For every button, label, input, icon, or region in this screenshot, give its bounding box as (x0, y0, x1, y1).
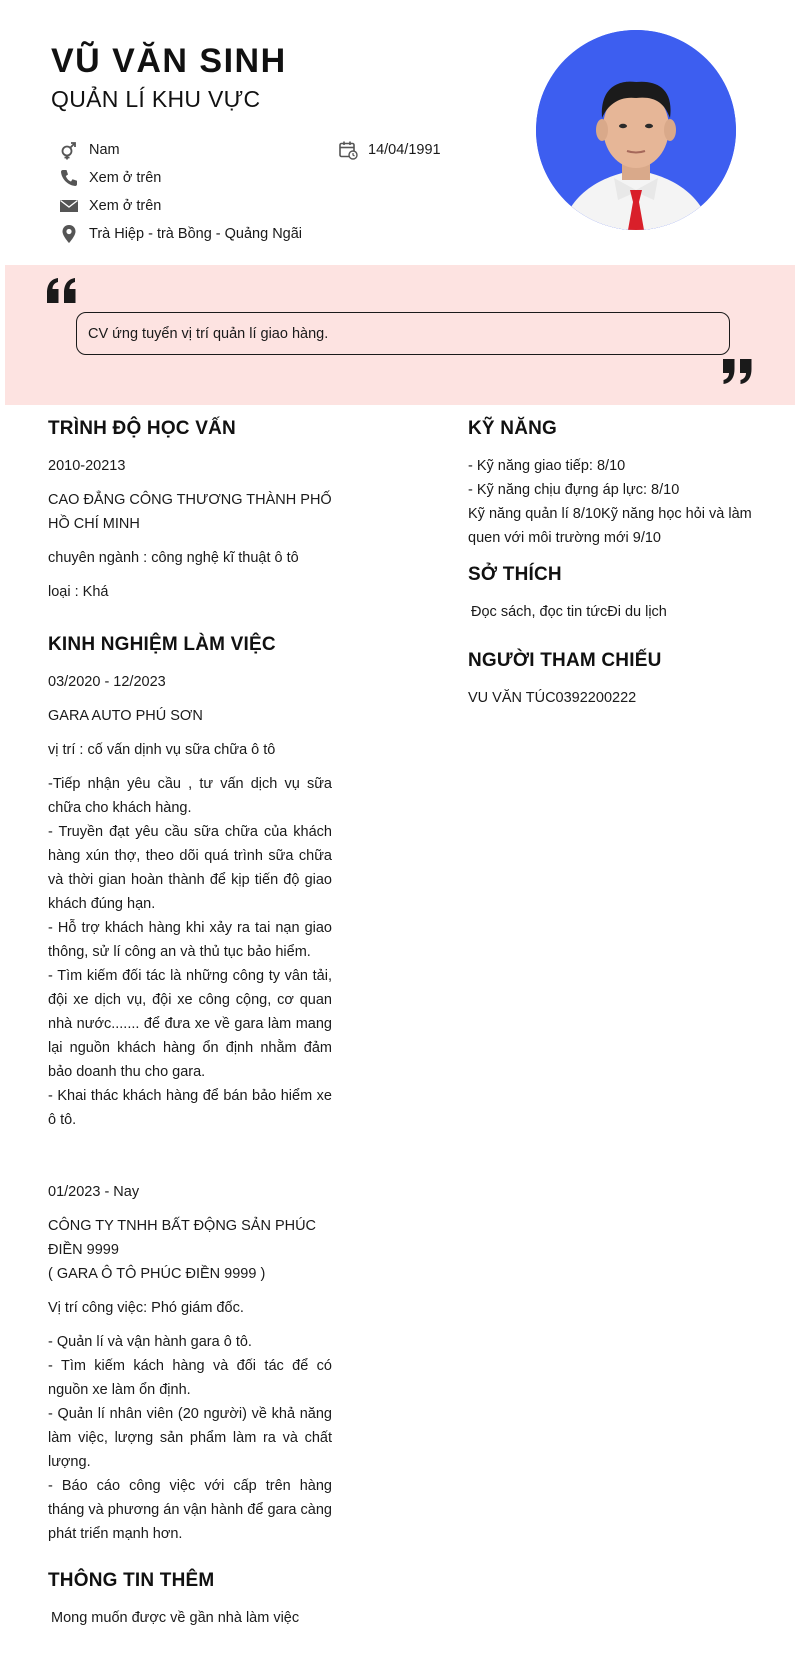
job-duty: - Quản lí và vận hành gara ô tô. (48, 1334, 252, 1350)
job-position: vị trí : cố vấn dịnh vụ sữa chữa ô tô (48, 742, 276, 758)
skill-item: - Kỹ năng chịu đựng áp lực: 8/10 (468, 482, 680, 498)
birthday-text: 14/04/1991 (368, 142, 441, 158)
calendar-icon (337, 139, 359, 161)
objective-box (76, 312, 730, 355)
objective-section (5, 265, 795, 405)
email-text: Xem ở trên (89, 198, 162, 214)
job-duty: - Báo cáo công việc với cấp trên hàng tháng và phương án vận hành để gara càng phát triển mạnh hơn. (48, 1478, 332, 1542)
address-row (58, 223, 302, 245)
job-entry-1 (48, 670, 332, 1132)
phone-text: Xem ở trên (89, 170, 162, 186)
skills-title: KỸ NĂNG (468, 418, 558, 439)
job-entry-2 (48, 1180, 332, 1546)
gender-row (58, 139, 120, 161)
references-title: NGƯỜI THAM CHIẾU (468, 650, 662, 671)
job-duty: -Tiếp nhận yêu cầu , tư vấn dịch vụ sữa chữa cho khách hàng. (48, 776, 332, 816)
job-position: Vị trí công việc: Phó giám đốc. (48, 1300, 244, 1316)
references-text: VU VĂN TÚC0392200222 (468, 690, 637, 706)
additional-info-title: THÔNG TIN THÊM (48, 1570, 215, 1591)
job-duty: - Hỗ trợ khách hàng khi xảy ra tai nạn giao thông, sử lí công an và thủ tục bảo hiểm. (48, 920, 332, 960)
left-column (48, 418, 332, 1640)
gender-text: Nam (89, 142, 120, 158)
address-text: Trà Hiệp - trà Bồng - Quảng Ngãi (89, 226, 303, 242)
job-duty: - Tìm kiếm kách hàng và đối tác để có nguồn xe làm ổn định. (48, 1358, 332, 1398)
avatar (536, 30, 736, 230)
job-duty: - Truyền đạt yêu cầu sữa chữa của khách hàng xún thợ, theo dõi quá trình sữa chữa và thời gian hoàn thành để kịp tiến độ giao khách đúng hạn. (48, 824, 332, 912)
envelope-icon (58, 195, 80, 217)
objective-text: CV ứng tuyển vị trí quản lí giao hàng. (88, 325, 329, 342)
education-title: TRÌNH ĐỘ HỌC VẤN (48, 418, 236, 439)
job-duty: - Quản lí nhân viên (20 người) về khả năng làm việc, lượng sản phẩm làm ra và chất lượng. (48, 1406, 332, 1470)
right-column (468, 418, 768, 720)
education-major: chuyên ngành : công nghệ kĩ thuật ô tô (48, 550, 299, 566)
hobbies-title: SỞ THÍCH (468, 564, 562, 585)
skill-item: - Kỹ năng giao tiếp: 8/10 (468, 458, 626, 474)
education-period: 2010-20213 (48, 458, 126, 474)
quote-close-icon (721, 357, 755, 390)
phone-row (58, 167, 161, 189)
additional-info-text: Mong muốn được về gần nhà làm việc (51, 1610, 300, 1626)
job-duty: - Tìm kiếm đối tác là những công ty vân tải, đội xe dịch vụ, đội xe công cộng, cơ quan nhà nước....... để đưa xe về gara làm mang lại nguồn khách hàng ổn định nhằm đảm bảo doanh thu cho gara. (48, 968, 332, 1080)
job-title: QUẢN LÍ KHU VỰC (51, 86, 261, 112)
job-period: 01/2023 - Nay (48, 1184, 140, 1200)
job-company: CÔNG TY TNHH BẤT ĐỘNG SẢN PHÚC ĐIỀN 9999 (48, 1218, 317, 1258)
birthday-row (337, 139, 441, 161)
gender-icon (58, 139, 80, 161)
phone-icon (58, 167, 80, 189)
hobbies-text: Đọc sách, đọc tin tứcĐi du lịch (471, 604, 667, 620)
quote-open-icon (45, 277, 79, 310)
job-duty: - Khai thác khách hàng để bán bảo hiểm xe ô tô. (48, 1088, 332, 1128)
education-grade: loại : Khá (48, 584, 109, 600)
education-school: CAO ĐẲNG CÔNG THƯƠNG THÀNH PHỐ HỒ CHÍ MINH (48, 492, 332, 532)
email-row (58, 195, 161, 217)
candidate-name: VŨ VĂN SINH (51, 42, 287, 80)
job-company: GARA AUTO PHÚ SƠN (48, 708, 203, 724)
map-pin-icon (58, 223, 80, 245)
job-period: 03/2020 - 12/2023 (48, 674, 166, 690)
skill-item: Kỹ năng quản lí 8/10Kỹ năng học hỏi và làm quen với môi trường mới 9/10 (468, 506, 752, 546)
job-company-alias: ( GARA Ô TÔ PHÚC ĐIỀN 9999 ) (48, 1266, 266, 1282)
experience-title: KINH NGHIỆM LÀM VIỆC (48, 634, 276, 655)
